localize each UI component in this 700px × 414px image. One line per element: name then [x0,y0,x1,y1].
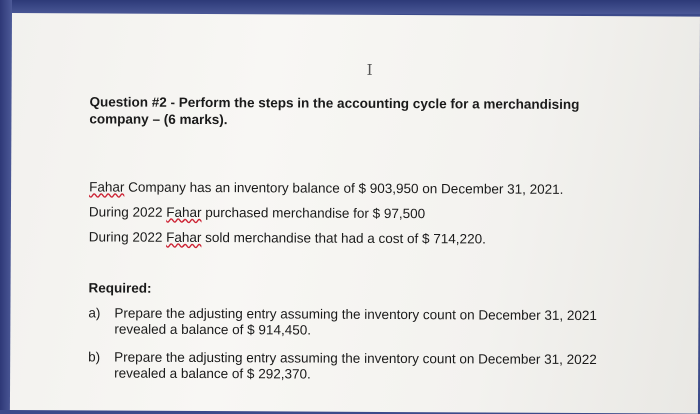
required-heading: Required: [88,280,152,296]
fact-line-3 [89,229,486,247]
company-name: Fahar [166,229,202,245]
required-item-b [88,349,597,384]
question-title [89,93,649,130]
item-letter: a) [88,305,101,321]
fact-line-2 [89,204,425,222]
fact-line-3-prefix: During 2022 [88,229,167,245]
item-letter: b) [88,349,101,365]
item-text-line1: Prepare the adjusting entry assuming the inventory count on December 31, 2022 [114,349,597,368]
fact-line-2-prefix: During 2022 [88,204,167,220]
company-name: Fahar [166,204,202,220]
item-text-line1: Prepare the adjusting entry assuming the inventory count on December 31, 2021 [114,305,598,324]
text-cursor-icon: I [366,60,373,79]
fact-line-3-text: sold merchandise that had a cost of $ 714,220. [201,229,486,247]
question-title-line2: company – (6 marks). [89,111,228,128]
fact-line-2-text: purchased merchandise for $ 97,500 [201,204,426,222]
document-page [10,13,700,414]
company-name: Fahar [89,179,125,195]
question-title-line1: Question #2 - Perform the steps in the accounting cycle for a merchandising [89,94,580,112]
item-text-line2: revealed a balance of $ 914,450. [114,321,312,338]
item-text-line2: revealed a balance of $ 292,370. [114,365,311,382]
required-item-a [88,305,597,340]
fact-line-1-text: Company has an inventory balance of $ 903,950 on December 31, 2021. [124,179,564,197]
fact-line-1 [89,179,563,197]
screen-bezel-top [0,0,700,14]
question-content [88,93,649,382]
